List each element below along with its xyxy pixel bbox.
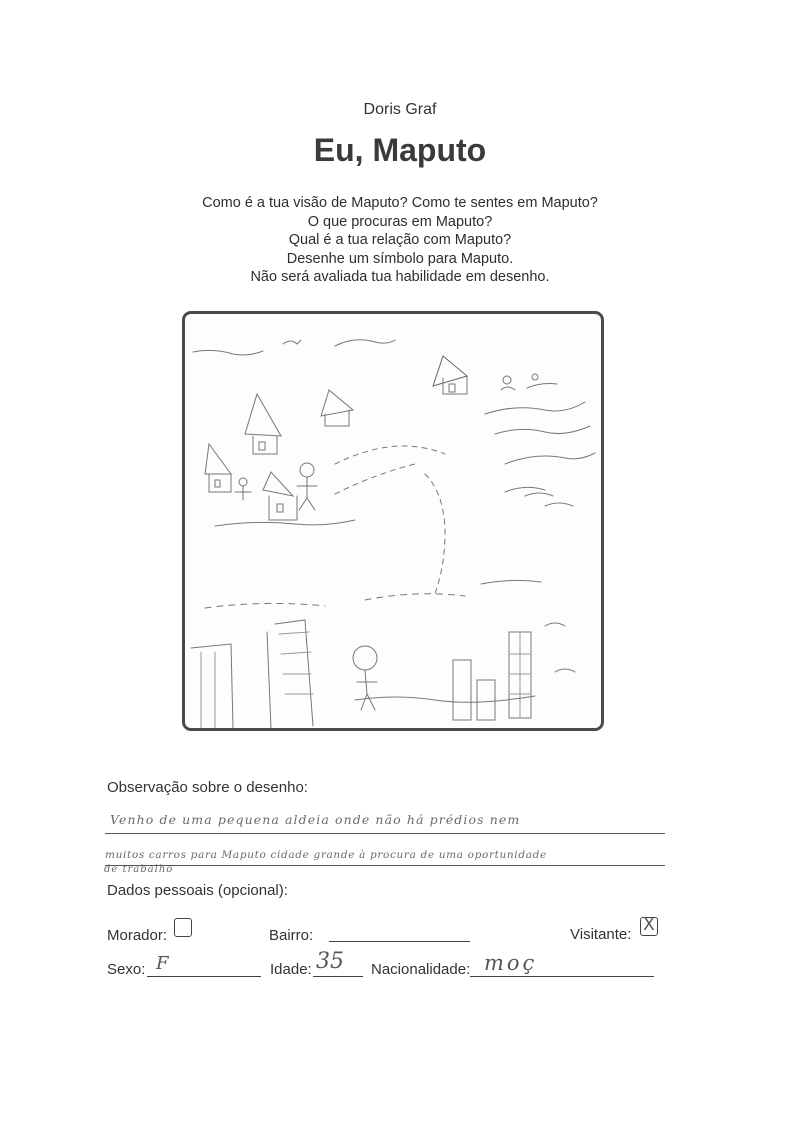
hand-drawing-sketch — [185, 314, 601, 728]
age-value: 35 — [316, 949, 344, 974]
nationality-field[interactable] — [470, 975, 654, 977]
observation-handwritten-2: muitos carros para Maputo cidade grande à procura de uma oportunidade — [105, 849, 547, 861]
question-line: O que procuras em Maputo? — [307, 213, 493, 230]
nationality-value: moç — [484, 951, 538, 975]
neighborhood-field[interactable] — [329, 940, 470, 942]
question-line: Desenhe um símbolo para Maputo. — [286, 250, 514, 267]
author-name: Doris Graf — [363, 101, 437, 118]
age-label: Idade: — [270, 961, 312, 978]
visitor-label: Visitante: — [570, 926, 632, 943]
personal-data-label: Dados pessoais (opcional): — [107, 882, 288, 899]
observation-line-1[interactable] — [105, 832, 665, 834]
observation-handwritten-1: Venho de uma pequena aldeia onde não há prédios nem — [110, 812, 521, 827]
page-title: Eu, Maputo — [313, 132, 487, 168]
question-line: Como é a tua visão de Maputo? Como te sentes em Maputo? — [202, 195, 598, 211]
question-line: Não será avaliada tua habilidade em desenho. — [250, 269, 550, 285]
check-mark-icon: X — [643, 915, 655, 935]
sex-label: Sexo: — [107, 961, 146, 978]
question-line: Qual é a tua relação com Maputo? — [288, 232, 512, 248]
nationality-label: Nacionalidade: — [371, 961, 471, 978]
visitor-checkbox[interactable] — [640, 917, 658, 936]
observation-line-2[interactable] — [105, 864, 665, 866]
observation-label: Observação sobre o desenho: — [107, 779, 308, 796]
sex-value: F — [156, 953, 169, 974]
resident-label: Morador: — [107, 927, 168, 944]
sex-field[interactable] — [147, 975, 261, 977]
question-list — [0, 194, 800, 287]
resident-checkbox[interactable] — [174, 918, 192, 937]
neighborhood-label: Bairro: — [269, 927, 314, 944]
observation-handwritten-3: de trabalho — [104, 864, 174, 875]
age-field[interactable] — [313, 975, 363, 977]
drawing-area — [182, 311, 604, 731]
